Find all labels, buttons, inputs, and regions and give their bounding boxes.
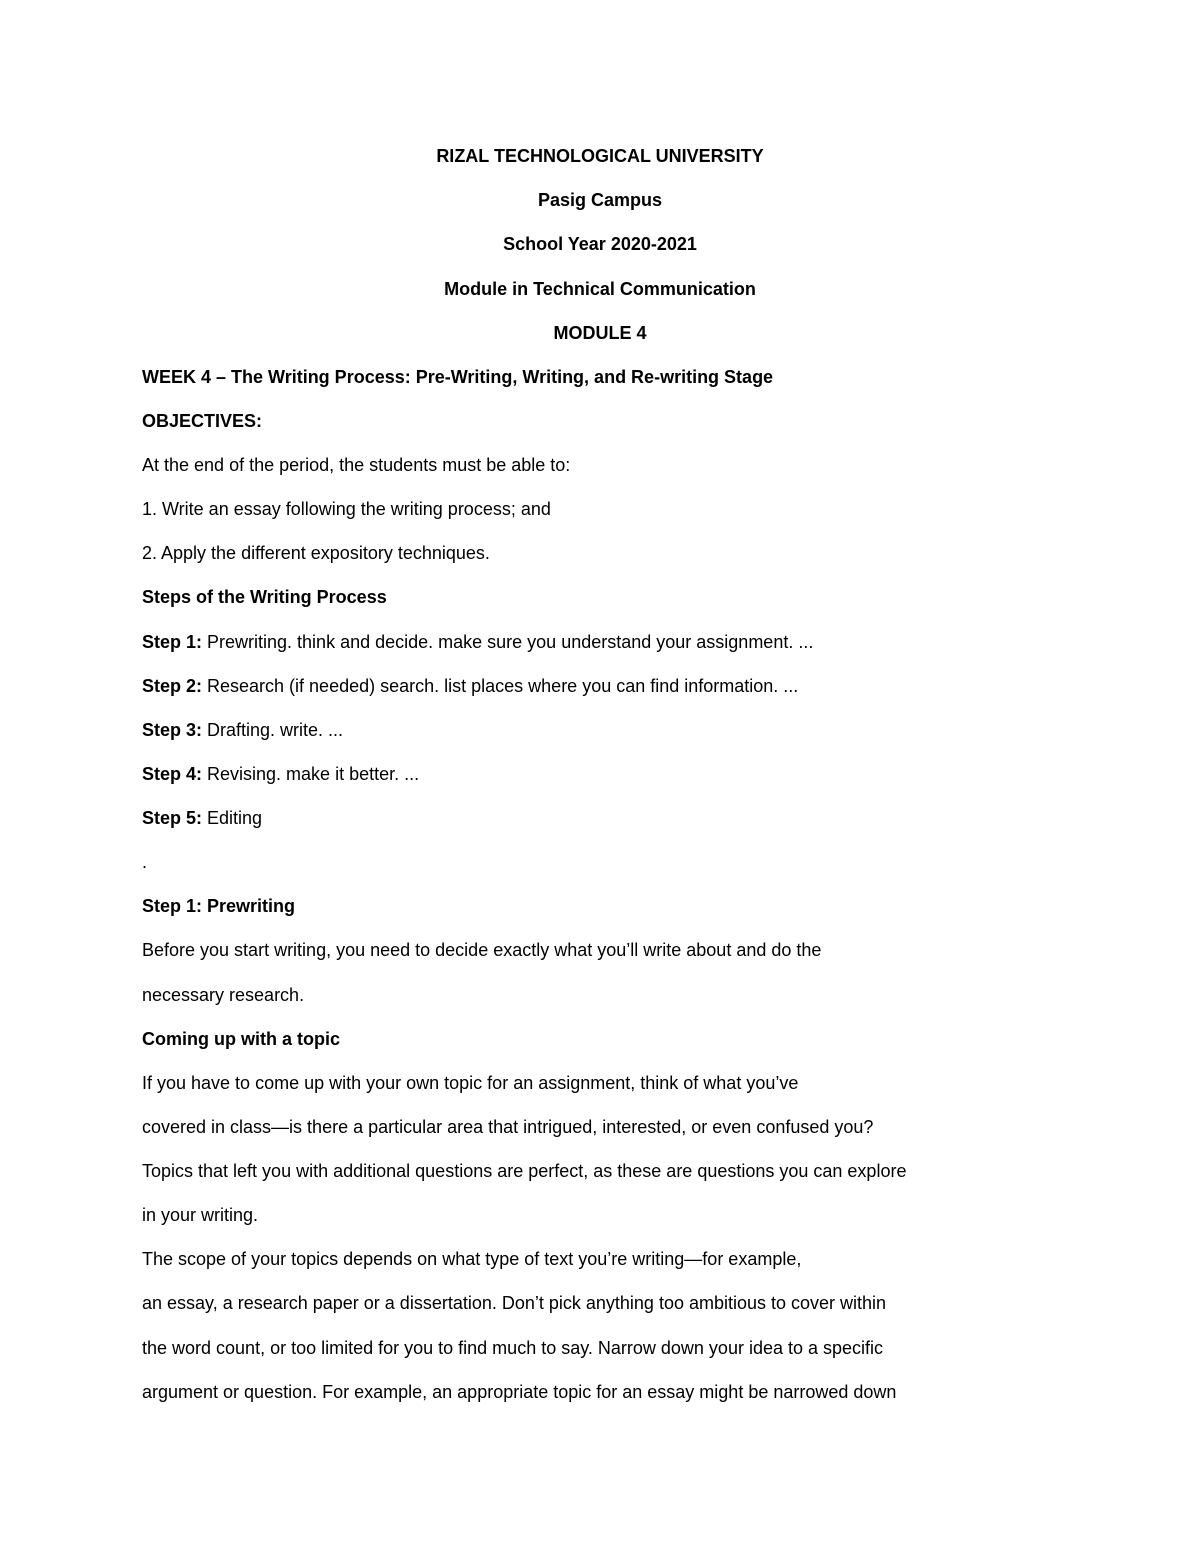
step-label: Step 2: [142,676,203,696]
paragraph-line: The scope of your topics depends on what type of text you’re writing—for example, [142,1249,802,1269]
module-number: MODULE 4 [553,323,647,343]
module-title: Module in Technical Communication [444,279,756,299]
steps-heading: Steps of the Writing Process [142,587,387,607]
paragraph-line: argument or question. For example, an appropriate topic for an essay might be narrowed down [142,1382,897,1402]
paragraph-line: Topics that left you with additional questions are perfect, as these are questions you can explore [142,1161,907,1181]
objective-item: 2. Apply the different expository techniques. [142,543,490,563]
topic-heading: Coming up with a topic [142,1029,340,1049]
step-label: Step 5: [142,808,203,828]
objectives-intro: At the end of the period, the students must be able to: [142,455,571,475]
objectives-heading: OBJECTIVES: [142,411,263,431]
step-text: Editing [202,808,263,828]
step-label: Step 1: [142,632,203,652]
step-label: Step 4: [142,764,203,784]
paragraph-line: Before you start writing, you need to decide exactly what you’ll write about and do the [142,940,822,960]
paragraph-line: an essay, a research paper or a dissertation. Don’t pick anything too ambitious to cover within [142,1293,887,1313]
step-text: Prewriting. think and decide. make sure you understand your assignment. ... [202,632,814,652]
school-year: School Year 2020-2021 [503,234,697,254]
step-item [142,762,419,786]
separator-dot: . [142,852,148,872]
paragraph-line: in your writing. [142,1205,259,1225]
paragraph-line: covered in class—is there a particular area that intrigued, interested, or even confused you? [142,1117,874,1137]
step-item [142,806,262,830]
week-title: WEEK 4 – The Writing Process: Pre-Writing, Writing, and Re-writing Stage [142,367,774,387]
prewriting-heading: Step 1: Prewriting [142,896,296,916]
campus-name: Pasig Campus [537,190,663,210]
step-text: Research (if needed) search. list places where you can find information. ... [202,676,799,696]
paragraph-line: necessary research. [142,985,305,1005]
paragraph-line: the word count, or too limited for you to find much to say. Narrow down your idea to a specific [142,1338,884,1358]
step-item [142,674,798,698]
university-name: RIZAL TECHNOLOGICAL UNIVERSITY [436,146,764,166]
step-label: Step 3: [142,720,203,740]
step-text: Revising. make it better. ... [202,764,420,784]
step-text: Drafting. write. ... [202,720,344,740]
objective-item: 1. Write an essay following the writing process; and [142,499,551,519]
step-item [142,630,813,654]
paragraph-line: If you have to come up with your own topic for an assignment, think of what you’ve [142,1073,799,1093]
step-item [142,718,343,742]
